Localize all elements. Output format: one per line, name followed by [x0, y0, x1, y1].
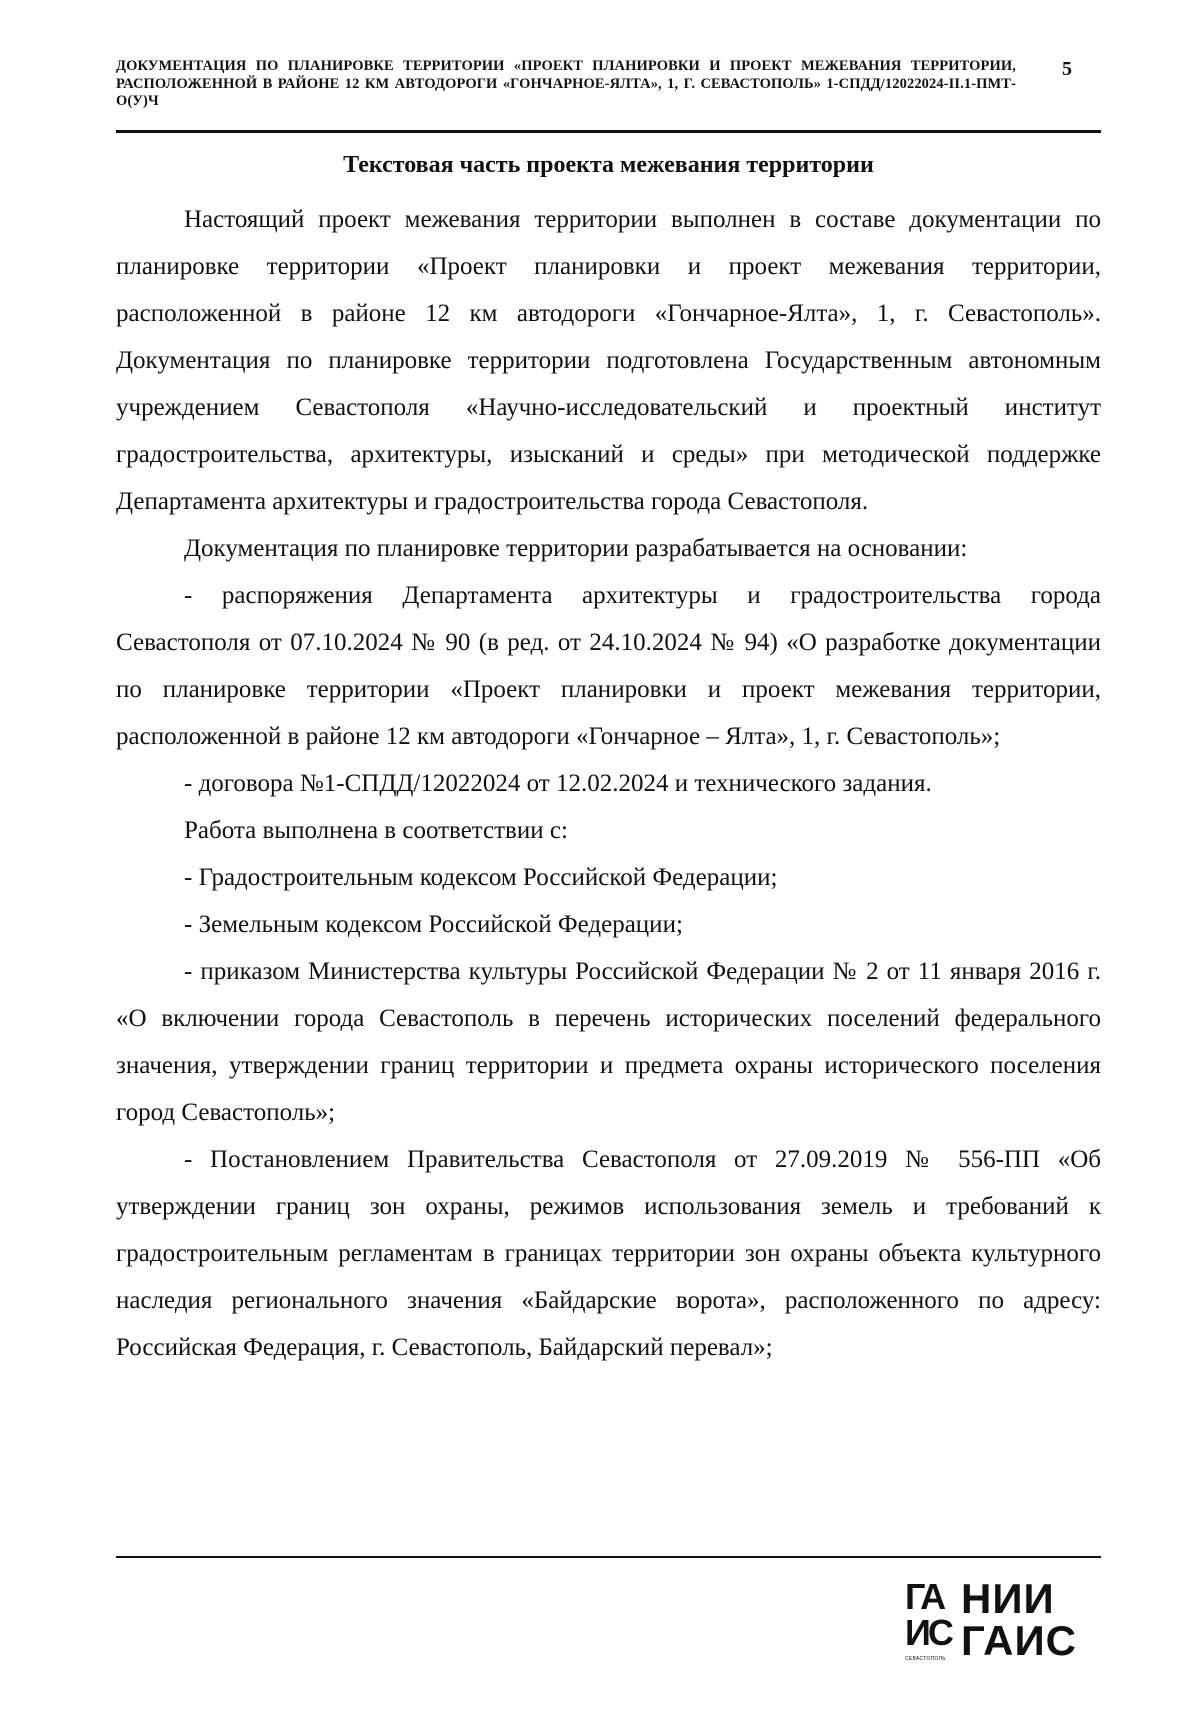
- footer-divider: [116, 1556, 1101, 1558]
- header-divider: [116, 130, 1101, 133]
- institute-logo: [905, 1575, 1085, 1664]
- paragraph: - приказом Министерства культуры Российской Федерации № 2 от 11 января 2016 г. «О включении города Севастополь в перечень исторических поселений федерального значения, утверждении границ территории и предмета охраны исторического поселения город Севастополь»;: [116, 958, 1101, 1126]
- document-body: [116, 196, 1101, 1371]
- running-header: ДОКУМЕНТАЦИЯ ПО ПЛАНИРОВКЕ ТЕРРИТОРИИ «ПРОЕКТ ПЛАНИРОВКИ И ПРОЕКТ МЕЖЕВАНИЯ ТЕРРИТОРИИ, РАСПОЛОЖЕННОЙ В РАЙОНЕ 12 КМ АВТОДОРОГИ «ГОНЧАРНОЕ-ЯЛТА», 1, Г. СЕВАСТОПОЛЬ» 1-СПДД/12022024-II.1-ПМТ-О(У)Ч: [116, 58, 1016, 109]
- paragraph: - Градостроительным кодексом Российской Федерации;: [184, 864, 778, 891]
- paragraph: Работа выполнена в соответствии с:: [184, 817, 568, 844]
- logo-word-top: НИИ: [961, 1575, 1055, 1622]
- section-title: Текстовая часть проекта межевания территории: [343, 152, 874, 178]
- logo-word-bottom: ГАИС: [961, 1617, 1078, 1664]
- logo-mark: [905, 1578, 955, 1664]
- paragraph: - распоряжения Департамента архитектуры и градостроительства города Севастополя от 07.10.2024 № 90 (в ред. от 24.10.2024 № 94) «О разработке документации по планировке территории «Проект планировки и проект межевания территории, расположенной в районе 12 км автодороги «Гончарное – Ялта», 1, г. Севастополь»;: [116, 582, 1101, 750]
- logo-mark-bottom: ИС: [905, 1612, 951, 1653]
- logo-mark-top: ГА: [905, 1576, 944, 1617]
- paragraph: - Земельным кодексом Российской Федерации;: [184, 911, 683, 938]
- logo-mark-caption: СЕВАСТОПОЛЬ: [905, 1656, 946, 1662]
- paragraph: Настоящий проект межевания территории выполнен в составе документации по планировке территории «Проект планировки и проект межевания территории, расположенной в районе 12 км автодороги «Гончарное-Ялта», 1, г. Севастополь». Документация по планировке территории подготовлена Государственным автономным учреждением Севастополя «Научно-исследовательский и проектный институт градостроительства, архитектуры, изысканий и среды» при методической поддержке Департамента архитектуры и градостроительства города Севастополя.: [116, 206, 1101, 515]
- paragraph: - Постановлением Правительства Севастополя от 27.09.2019 № 556-ПП «Об утверждении границ зон охраны, режимов использования земель и требований к градостроительным регламентам в границах территории зон охраны объекта культурного наследия регионального значения «Байдарские ворота», расположенного по адресу: Российская Федерация, г. Севастополь, Байдарский перевал»;: [116, 1146, 1101, 1361]
- paragraph: - договора №1-СПДД/12022024 от 12.02.2024 и технического задания.: [184, 770, 932, 797]
- page-number: 5: [1062, 58, 1072, 80]
- paragraph: Документация по планировке территории разрабатывается на основании:: [184, 535, 968, 562]
